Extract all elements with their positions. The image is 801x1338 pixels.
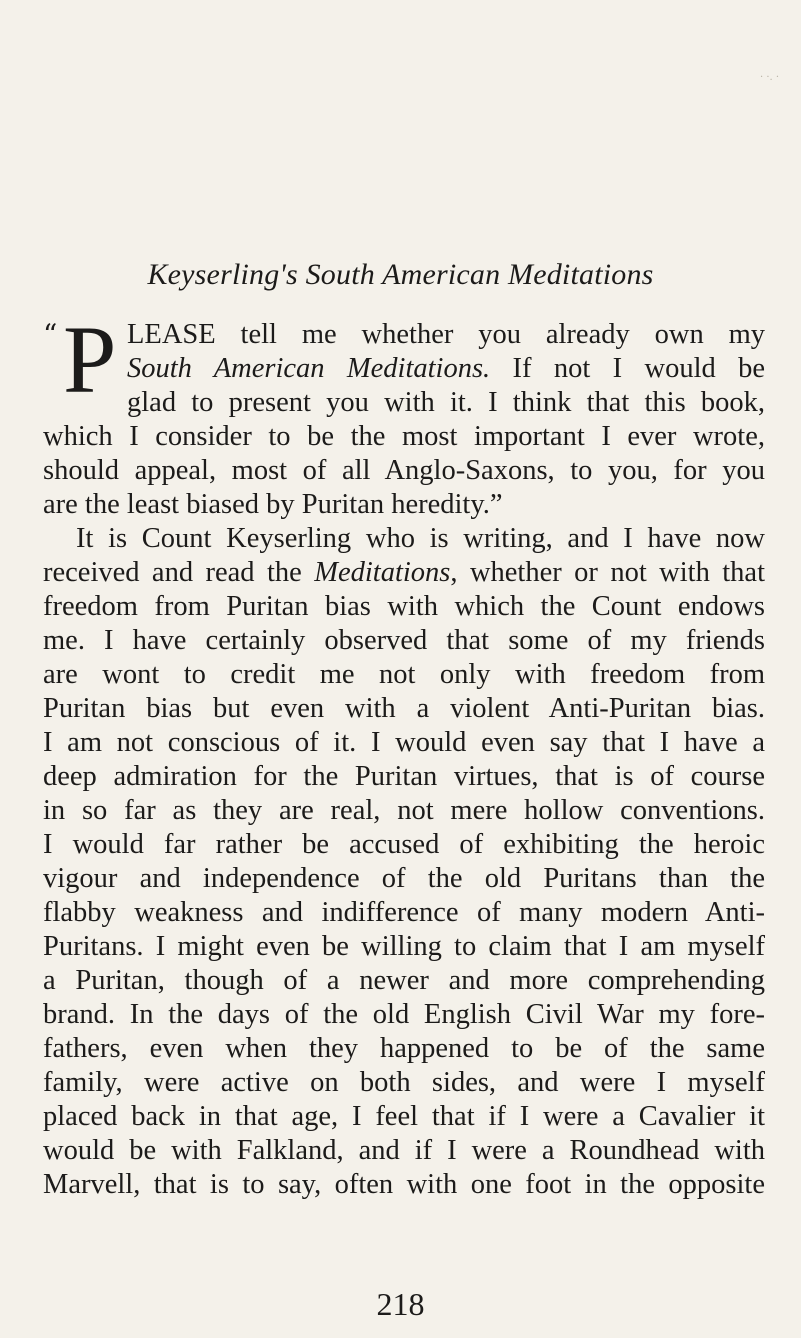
drop-cap-letter: P: [63, 306, 117, 413]
text-line-3: [43, 386, 765, 420]
text-line: brand. In the days of the old English Civil War my fore-: [43, 999, 765, 1030]
text-line: fathers, even when they happened to be of the same: [43, 1033, 765, 1064]
text-line: I am not conscious of it. I would even say that I have a: [43, 727, 765, 758]
paper-fleck: · ·. ·: [760, 72, 780, 83]
text-line: which I consider to be the most important I ever wrote,: [43, 421, 765, 452]
text-line: [43, 556, 765, 590]
text-span: glad to present you with it. I think that this book,: [127, 387, 765, 418]
text-line: family, were active on both sides, and were I myself: [43, 1067, 765, 1098]
text-line-1: [43, 318, 765, 352]
running-head: Keyserling's South American Meditations: [147, 258, 654, 291]
opening-quote-mark: “: [43, 318, 58, 351]
text-line: deep admiration for the Puritan virtues, that is of course: [43, 761, 765, 792]
book-title-italic: South American Meditations.: [127, 353, 491, 384]
text-line: vigour and independence of the old Puritans than the: [43, 863, 765, 894]
text-line: Marvell, that is to say, often with one foot in the opposite: [43, 1169, 765, 1200]
text-line: a Puritan, though of a newer and more comprehending: [43, 965, 765, 996]
text-line: would be with Falkland, and if I were a Roundhead with: [43, 1135, 765, 1166]
text-line: Puritan bias but even with a violent Anti-Puritan bias.: [43, 693, 765, 724]
page-number: 218: [376, 1286, 425, 1322]
text-line: are wont to credit me not only with freedom from: [43, 659, 765, 690]
text-line: Puritans. I might even be willing to claim that I am myself: [43, 931, 765, 962]
text-line: freedom from Puritan bias with which the Count endows: [43, 591, 765, 622]
text-span: LEASE tell me whether you already own my: [127, 319, 765, 350]
text-span: If not I would be: [490, 353, 765, 384]
text-line: placed back in that age, I feel that if I were a Cavalier it: [43, 1101, 765, 1132]
text-line: should appeal, most of all Anglo-Saxons, to you, for you: [43, 455, 765, 486]
text-line: flabby weakness and indifference of many modern Anti-: [43, 897, 765, 928]
text-line: in so far as they are real, not mere hollow conventions.: [43, 795, 765, 826]
book-title-italic: Meditations: [314, 557, 451, 588]
text-span: received and read the: [43, 557, 315, 588]
text-line: me. I have certainly observed that some of my friends: [43, 625, 765, 656]
text-line-2: [43, 352, 765, 386]
text-line: are the least biased by Puritan heredity.”: [43, 489, 503, 520]
body-text: [43, 318, 765, 1202]
paragraph-2-first-line: It is Count Keyserling who is writing, and I have now: [76, 523, 765, 554]
text-line: I would far rather be accused of exhibiting the heroic: [43, 829, 765, 860]
text-span: , whether or not with that: [450, 557, 766, 588]
